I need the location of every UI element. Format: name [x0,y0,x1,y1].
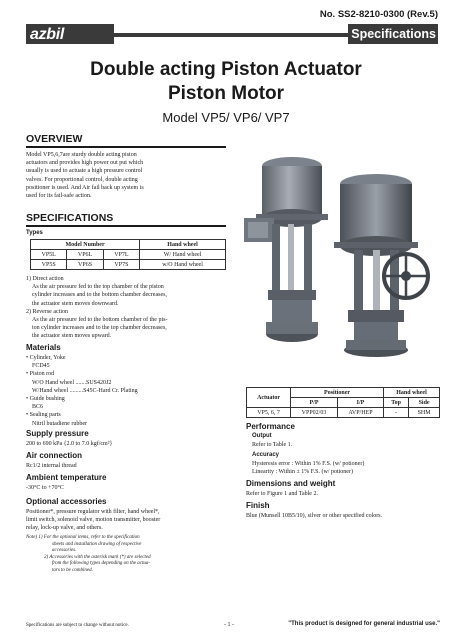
actuator-photo [236,152,440,358]
actuator-accessory-table: Actuator Positioner Hand wheel P/P I/P Top Side VP5, 6, 7 VPP02/03 AVP/HEP - SHM [246,387,440,418]
page-title: Double acting Piston Actuator [90,59,362,80]
air-connection-value: Rc1/2 internal thread [26,463,77,469]
specifications-heading: SPECIFICATIONS [26,212,114,224]
specifications-rule [26,225,226,227]
table-row: VP5S VP6S VP7S w/O Hand wheel [31,260,226,270]
ambient-temperature-value: -30°C to +70°C [26,485,64,491]
azbil-logo: azbil [30,26,65,43]
materials-list: • Cylinder, Yoke FCD45 • Piston rod W/O Hand wheel .......SUS420J2 W/Hand wheel .........S45C-Hard Cr. Plating • Guide bushing BC6 • Sealing parts Nitril butadiene rubber [26,355,138,427]
col-positioner: Positioner [291,388,384,398]
dimensions-heading: Dimensions and weight [246,479,336,488]
model-line: Model VP5/ VP6/ VP7 [162,110,290,125]
types-header-model: Model Number [31,240,140,250]
page-subtitle: Piston Motor [167,83,285,104]
document-number: No. SS2-8210-0300 (Rev.5) [319,9,438,20]
optional-accessories-heading: Optional accessories [26,497,107,506]
finish-text: Blue (Munsell 10B5/10), silver or other specified colors. [246,513,383,519]
supply-pressure-heading: Supply pressure [26,429,89,438]
table-row: VP5L VP6L VP7L W/ Hand wheel [31,250,226,260]
overview-heading: OVERVIEW [26,133,83,145]
col-handwheel: Hand wheel [383,388,439,398]
dimensions-text: Refer to Figure 1 and Table 2. [246,491,318,497]
output-text: Refer to Table 1. [252,442,293,448]
supply-pressure-value: 200 to 690 kPa {2.0 to 7.0 kgf/cm²} [26,441,113,447]
table-row: VP5, 6, 7 VPP02/03 AVP/HEP - SHM [247,408,440,418]
accuracy-label: Accuracy [252,452,280,458]
finish-heading: Finish [246,501,270,510]
action-descriptions: 1) Direct action As the air pressure fed to the top chamber of the piston cylinder increases and to the bottom chamber decreases, the actuator stem moves downward. 2) Reverse action As the air pressure fed to the bottom chamber of the pis- ton cylinder increases and to the top chamber decreases, the actuator stem moves upward. [26,276,168,340]
air-connection-heading: Air connection [26,451,83,460]
footer-disclaimer: Specifications are subject to change without notice. [26,623,129,628]
footer-usage-note: "This product is designed for general industrial use." [288,621,440,627]
optional-notes: Note) 1) For the optional items, refer to the specification sheets and installation drawing of respective accessories. 2) Accessories with the asterisk mark (*) are selected from the following types depending on the actua- tors to be combined. [26,535,151,573]
col-actuator: Actuator [247,388,291,408]
accuracy-text: Hysteresis error : Within 1% F.S. (w/ potioner) Linearity : Within ± 1% F.S. (w/ potioner) [252,461,365,476]
ambient-temperature-heading: Ambient temperature [26,473,107,482]
performance-heading: Performance [246,422,295,431]
overview-rule [26,146,226,148]
page-number: - 1 - [224,622,234,628]
output-label: Output [252,433,272,439]
types-table [30,239,226,270]
materials-heading: Materials [26,343,61,352]
optional-accessories-text: Positioner*, pressure regulator with filter, hand wheel*, limit switch, solenoid valve, motion transmitter, booster relay, lock-up valve, and others. [26,509,161,532]
types-header-handwheel: Hand wheel [140,240,226,250]
specifications-label: Specifications [351,27,436,41]
types-label: Types [26,230,43,236]
overview-text: Model VP5,6,7are sturdy double acting piston actuators and provides high power out put which usually is used to actuate a high pressure control valves. For proportional control, double acting positioner is used. And Air fail back up system is used for its fail-safe action. [26,152,144,200]
